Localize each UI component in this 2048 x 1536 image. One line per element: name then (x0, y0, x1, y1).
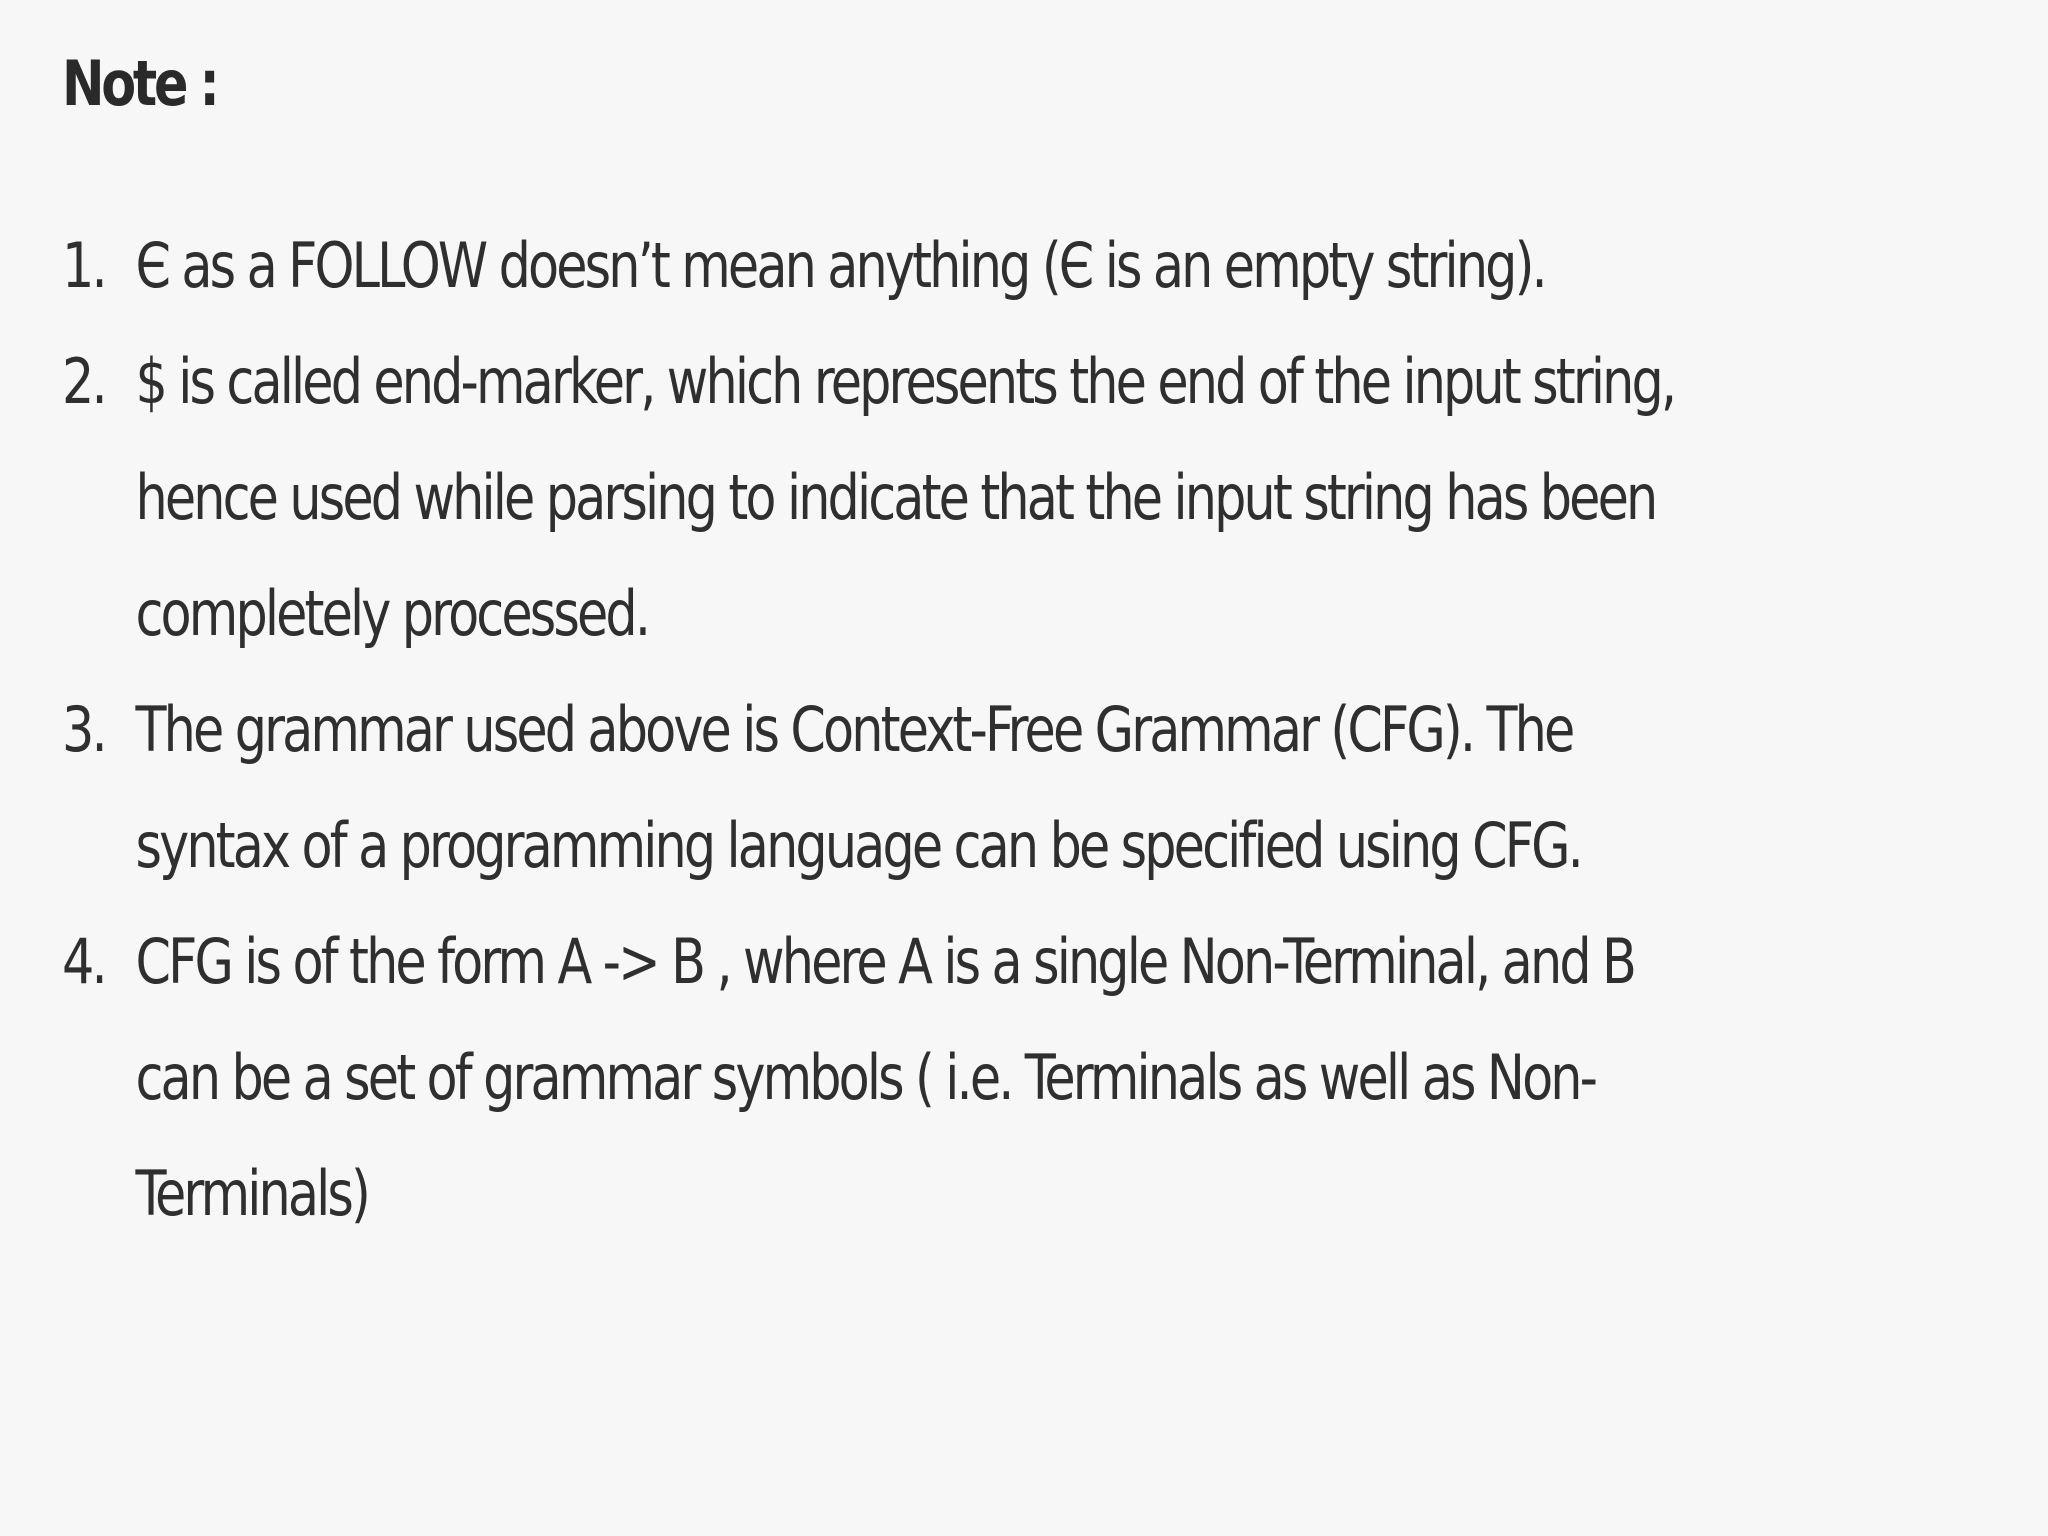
note-text: Є as a FOLLOW doesn’t mean anything (Є is an empty string). (135, 229, 1545, 302)
note-item-2 (62, 324, 2048, 672)
note-text: $ is called end-marker, which represents the end of the input string, hence used while parsing to indicate that the input string has been completely processed. (135, 345, 1675, 650)
note-item-1 (62, 208, 2048, 324)
note-item-3 (62, 672, 2048, 904)
note-number: 2. (62, 345, 105, 418)
note-list (62, 208, 2048, 1252)
note-item-4 (62, 904, 2048, 1252)
note-number: 1. (62, 229, 105, 302)
note-text: The grammar used above is Context-Free Grammar (CFG). The syntax of a programming language can be specified using CFG. (135, 693, 1581, 882)
note-title: Note : (62, 47, 217, 120)
note-text: CFG is of the form A -> B , where A is a single Non-Terminal, and B can be a set of grammar symbols ( i.e. Terminals as well as Non-Terminals) (135, 925, 1635, 1230)
note-number: 3. (62, 693, 105, 766)
note-number: 4. (62, 925, 105, 998)
